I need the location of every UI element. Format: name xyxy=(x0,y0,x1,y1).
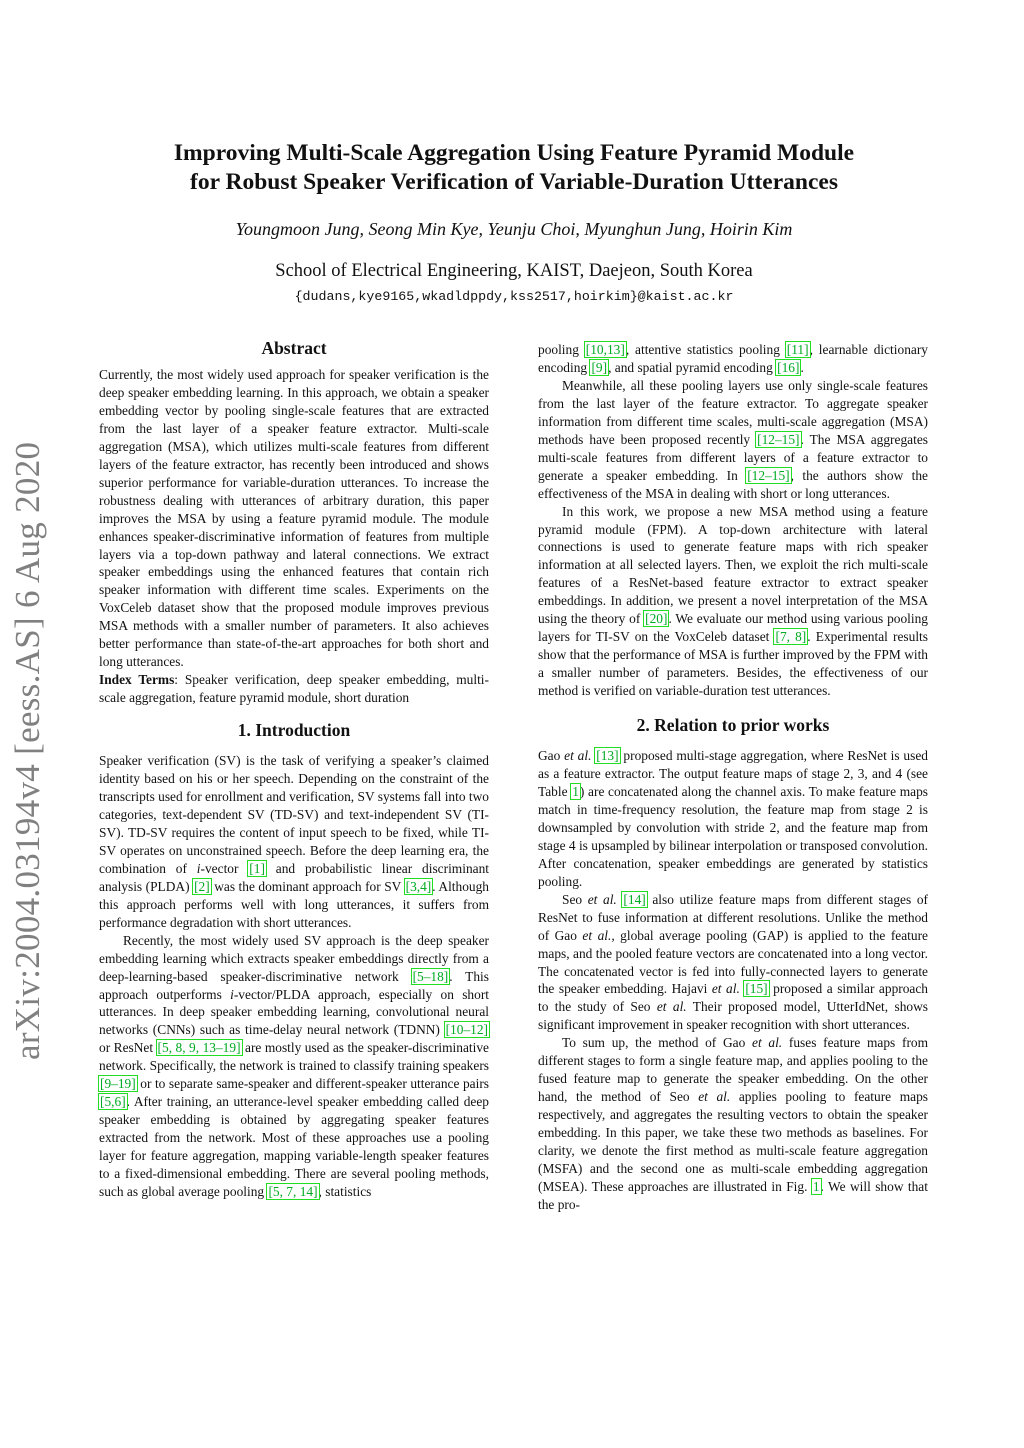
text-run: To sum up, the method of Gao xyxy=(562,1035,753,1051)
index-terms-label: Index Terms xyxy=(99,672,175,688)
intro-paragraph-1 xyxy=(99,752,489,932)
italic-i: i xyxy=(196,860,201,876)
text-run: In this work, we propose a new MSA method using a feature pyramid module (FPM). A top-down architecture with lateral connections is used to generate feature maps with rich speaker information at all selected layers. Then, we exploit the rich multi-scale features of a ResNet-based feature extractor to extract speaker embeddings. In addition, we present a novel interpretation of the MSA using the theory of xyxy=(538,503,928,627)
author-emails[interactable]: {dudans,kye9165,wkadldppdy,kss2517,hoirkim}@kaist.ac.kr xyxy=(294,289,734,304)
citation-link[interactable]: [9] xyxy=(591,359,608,375)
text-run: -vector xyxy=(200,860,249,876)
text-run: was the dominant approach for SV xyxy=(210,878,405,894)
right-paragraph-1 xyxy=(538,377,928,503)
citation-link[interactable]: [3,4] xyxy=(405,878,432,894)
text-run: or ResNet xyxy=(99,1040,157,1056)
citation-link[interactable]: [11] xyxy=(786,342,809,357)
title-line-1: Improving Multi-Scale Aggregation Using Feature Pyramid Module xyxy=(173,140,855,166)
text-run: Their proposed model, UtterIdNet, shows significant improvement in speaker recognition with short utterances. xyxy=(538,999,928,1033)
intro-paragraph-2 xyxy=(99,932,489,1201)
citation-link[interactable]: [13] xyxy=(596,748,619,764)
arxiv-identifier: arXiv:2004.03194v4 [eess.AS] 6 Aug 2020 xyxy=(8,441,47,1060)
citation-link[interactable]: [14] xyxy=(623,891,646,907)
text-run: Meanwhile, all these pooling layers use only single-scale features from the last layer of the feature extractor. To aggregate speaker information from different time scales, multi-scale aggregation (MSA) methods have been proposed recently xyxy=(538,377,928,447)
prior-works-paragraph-2 xyxy=(538,891,928,1035)
text-run: , and spatial pyramid encoding xyxy=(608,359,777,375)
text-run: . Experimental results show that the performance of MSA is further improved by the FPM with a smaller number of parameters. Besides, the effectiveness of our method is verified on variable-duration test utterances. xyxy=(538,629,928,699)
right-paragraph-2 xyxy=(538,503,928,700)
citation-link[interactable]: [9–19] xyxy=(100,1076,136,1092)
figure-link[interactable]: 1 xyxy=(812,1178,820,1194)
text-run: and probabilistic linear discriminant analysis (PLDA) xyxy=(99,860,489,894)
text-run: Gao xyxy=(538,748,565,764)
text-run: . Although this approach performs well with long utterances, it suffers from performance degradation with short utterances. xyxy=(99,878,489,930)
title-line-2: for Robust Speaker Verification of Variable-Duration Utterances xyxy=(190,169,838,195)
citation-link[interactable]: [5,6] xyxy=(100,1094,126,1110)
prior-works-paragraph-1 xyxy=(538,747,928,891)
paper-title xyxy=(100,139,928,197)
right-paragraph-0 xyxy=(538,341,928,377)
index-terms-text: : Speaker verification, deep speaker embedding, multi-scale aggregation, feature pyramid module, short duration xyxy=(99,672,489,706)
text-run: , the authors show the effectiveness of the MSA in dealing with short or long utterances. xyxy=(538,467,929,501)
text-run: pooling xyxy=(538,342,585,357)
citation-link[interactable]: [16] xyxy=(777,359,800,375)
citation-link[interactable]: [12–15] xyxy=(747,467,790,483)
text-run: Seo xyxy=(562,891,588,907)
citation-link[interactable]: [20] xyxy=(645,611,668,627)
citation-link[interactable]: [5–18] xyxy=(412,968,449,984)
relation-prior-works-heading: 2. Relation to prior works xyxy=(636,715,830,736)
text-run: . We will show that the pro- xyxy=(538,1178,928,1212)
citation-link[interactable]: [7, 8] xyxy=(775,629,807,645)
text-run: , learnable dictionary encoding xyxy=(538,342,928,375)
italic-et-al: et al. xyxy=(752,1035,783,1051)
citation-link[interactable]: [1] xyxy=(249,860,265,876)
text-run: also utilize feature maps from different stages of ResNet to fuse information at different resolutions. Unlike the method of Gao xyxy=(538,891,928,943)
text-run: or to separate same-speaker and different-speaker utterance pairs xyxy=(136,1076,489,1092)
text-run: proposed a similar approach to the study of Seo xyxy=(538,981,928,1015)
italic-et-al: et al. xyxy=(698,1089,731,1105)
left-column xyxy=(99,336,489,1201)
right-column xyxy=(538,341,928,1214)
text-run: . This approach outperforms xyxy=(99,968,489,1002)
author-list: Youngmoon Jung, Seong Min Kye, Yeunju Choi, Myunghun Jung, Hoirin Kim xyxy=(235,219,793,239)
text-run: fuses feature maps from different stages to form a single feature map, and applies pooling to the fused feature map to generate the speaker embedding. On the other hand, the method of Seo xyxy=(538,1035,929,1105)
citation-link[interactable]: [5, 7, 14] xyxy=(268,1183,318,1199)
text-run: applies pooling to feature maps respectively, and aggregates the resulting vectors to obtain the speaker embedding. In this paper, we take these two methods as baselines. For clarity, we denote the first method as multi-scale feature aggregation (MSFA) and the second one as multi-scale embedding aggregation (MSEA). These approaches are illustrated in Fig. xyxy=(538,1089,928,1194)
citation-link[interactable]: [12–15] xyxy=(757,431,800,447)
citation-link[interactable]: [10–12] xyxy=(445,1022,488,1038)
text-run: -vector/PLDA approach, especially on short utterances. In deep speaker embedding learning, convolutional neural networks (CNNs) such as time-delay neural network (TDNN) xyxy=(99,986,489,1038)
citation-link[interactable]: [15] xyxy=(745,981,768,997)
text-run: . We evaluate our method using various pooling layers for TI-SV on the VoxCeleb dataset xyxy=(538,611,928,645)
text-run: . The MSA aggregates multi-scale features from different layers of a feature extractor to generate a speaker embedding. In xyxy=(538,431,928,483)
introduction-heading: 1. Introduction xyxy=(237,720,351,741)
citation-link[interactable]: [5, 8, 9, 13–19] xyxy=(157,1040,241,1056)
citation-link[interactable]: [10,13] xyxy=(585,342,625,357)
text-run: Recently, the most widely used SV approach is the deep speaker embedding learning which extracts speaker embeddings directly from a deep-learning-based speaker-discriminative network xyxy=(99,932,489,984)
citation-link[interactable]: [2] xyxy=(194,878,210,894)
italic-et-al: et al. xyxy=(582,927,612,943)
text-run: , attentive statistics pooling xyxy=(625,342,786,357)
abstract-heading: Abstract xyxy=(261,338,327,358)
text-run: ) are concatenated along the channel axis. To make feature maps match in time-frequency resolution, the feature map from stage 2 is downsampled by convolution with stride 2, and the feature map from stage 4 is upsampled by bilinear interpolation or transposed convolution. After concatenation, speaker embeddings are generated by statistics pooling. xyxy=(538,783,928,889)
abstract-text: Currently, the most widely used approach for speaker verification is the deep speaker embedding learning. In this approach, we obtain a speaker embedding vector by pooling single-scale features that are extracted from the last layer of a speaker feature extractor. Multi-scale aggregation (MSA), which utilizes multi-scale features from different layers of the feature extractor, has recently been introduced and shows superior performance for variable-duration utterances. To increase the robustness dealing with utterances of arbitrary duration, this paper improves the MSA by using a feature pyramid module. The module enhances speaker-discriminative information of features from multiple layers via a top-down pathway and lateral connections. We extract speaker embeddings using the enhanced features that contain rich speaker information with different time scales. Experiments on the VoxCeleb dataset show that the proposed module improves previous MSA methods with a smaller number of parameters. It also achieves better performance than state-of-the-art approaches for both short and long utterances. xyxy=(99,367,489,670)
prior-works-paragraph-3 xyxy=(538,1034,928,1214)
text-run: Speaker verification (SV) is the task of verifying a speaker’s claimed identity based on his or her speech. Depending on the constraint of the transcripts used for enrollment and verification, SV systems fall into two categories, text-dependent SV (TD-SV) and text-independent SV (TI-SV). TD-SV requires the content of input speech to be fixed, while TI-SV operates on unconstrained speech. Before the deep learning era, the combination of xyxy=(99,753,489,876)
table-link[interactable]: 1 xyxy=(572,783,579,799)
text-run: . xyxy=(800,359,804,375)
text-run: are mostly used as the speaker-discriminative network. Specifically, the network is trained to classify training speakers xyxy=(99,1040,489,1074)
text-run: proposed multi-stage aggregation, where ResNet is used as a feature extractor. The output feature maps of stage 2, 3, and 4 (see Table xyxy=(538,748,928,799)
italic-et-al: et al. xyxy=(656,999,687,1015)
italic-et-al: et al. xyxy=(587,891,617,907)
affiliation: School of Electrical Engineering, KAIST, Daejeon, South Korea xyxy=(275,261,753,281)
text-run: , global average pooling (GAP) is applied to the feature maps, and the pooled feature vectors are concatenated into a long vector. The concatenated vector is fed into fully-connected layers to generate the speaker embedding. Hajavi xyxy=(538,927,928,997)
italic-i: i xyxy=(230,986,234,1002)
text-run: . After training, an utterance-level speaker embedding called deep speaker embedding is obtained by aggregating speaker features extracted from the network. Most of these approaches use a pooling layer for feature aggregation, mapping variable-length speaker features to a fixed-dimensional embedding. There are several pooling methods, such as global average pooling xyxy=(99,1094,489,1199)
italic-et-al: et al. xyxy=(564,748,592,764)
italic-et-al: et al. xyxy=(711,981,740,997)
text-run: , statistics xyxy=(318,1183,372,1199)
index-terms xyxy=(99,671,489,707)
